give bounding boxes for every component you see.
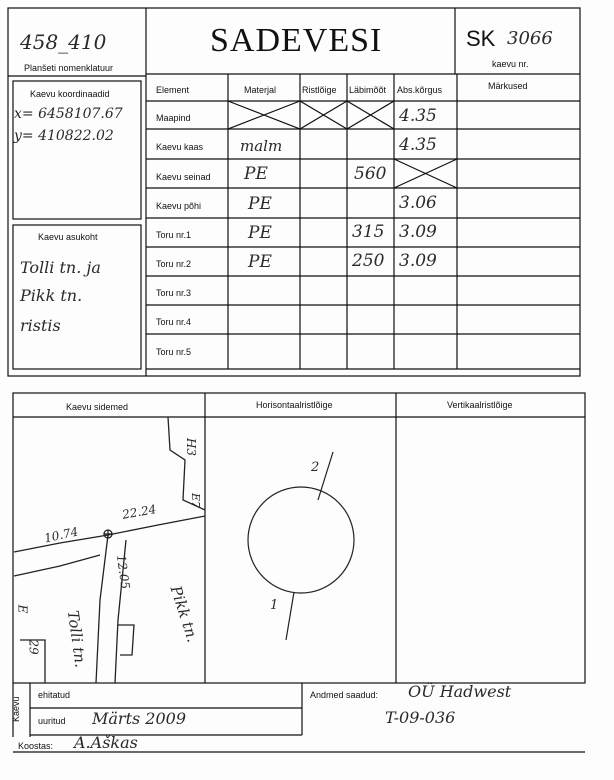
row-element: Kaevu põhi bbox=[156, 201, 202, 211]
kaevu-vertical-label: Kaevu bbox=[11, 696, 21, 722]
cell-materjal: PE bbox=[248, 252, 272, 272]
row-element: Kaevu kaas bbox=[156, 142, 204, 152]
sketch-street-tolli: Tolli tn. bbox=[63, 609, 90, 669]
koostas-value: A.Aškas bbox=[74, 733, 138, 752]
andmed-label: Andmed saadud: bbox=[310, 690, 379, 700]
cell-abs: 4.35 bbox=[399, 135, 437, 155]
cell-abs: 3.09 bbox=[399, 222, 437, 242]
sketch-dist-left: 10.74 bbox=[42, 524, 80, 546]
andmed-line-1: OÜ Hadwest bbox=[408, 682, 512, 701]
panel-horisontaal-title: Horisontaalristlõige bbox=[256, 400, 333, 410]
row-element: Maapind bbox=[156, 113, 191, 123]
sk-prefix: SK bbox=[466, 26, 496, 51]
col-element: Element bbox=[156, 85, 190, 95]
sk-label: kaevu nr. bbox=[492, 59, 529, 69]
coord-x: x= 6458107.67 bbox=[14, 106, 123, 122]
col-ristloige: Ristlõige bbox=[302, 85, 337, 95]
location-label: Kaevu asukoht bbox=[38, 232, 98, 242]
row-element: Toru nr.2 bbox=[156, 259, 192, 269]
location-line-3: ristis bbox=[20, 316, 61, 335]
sketch-dist-right: 22.24 bbox=[121, 502, 158, 522]
page-title: SADEVESI bbox=[210, 22, 383, 59]
cell-materjal: PE bbox=[248, 194, 272, 214]
col-markused: Märkused bbox=[488, 81, 528, 91]
pipe-label-2: 2 bbox=[311, 460, 320, 475]
cell-materjal: malm bbox=[240, 137, 283, 155]
location-line-1: Tolli tn. ja bbox=[20, 258, 101, 277]
pipe-label-1: 1 bbox=[270, 598, 279, 613]
col-materjal: Materjal bbox=[244, 85, 277, 95]
uuritud-value: Märts 2009 bbox=[92, 709, 187, 728]
coords-label: Kaevu koordinaadid bbox=[30, 89, 110, 99]
cell-abs: 3.06 bbox=[399, 193, 437, 213]
sk-number: 3066 bbox=[507, 28, 553, 49]
panel-sidemed-title: Kaevu sidemed bbox=[66, 402, 129, 412]
cell-materjal: PE bbox=[248, 223, 272, 243]
cell-materjal: PE bbox=[244, 164, 268, 184]
koostas-label: Koostas: bbox=[18, 741, 54, 751]
cell-labimoot: 560 bbox=[354, 164, 387, 184]
nomenclature-label: Planšeti nomenklatuur bbox=[24, 63, 114, 73]
sketch-dist-down: 12.05 bbox=[113, 554, 133, 590]
andmed-line-2: T-09-036 bbox=[385, 708, 456, 727]
cell-labimoot: 250 bbox=[352, 251, 385, 271]
row-element: Kaevu seinad bbox=[156, 172, 211, 182]
sketch-building-top: H3 bbox=[184, 437, 199, 457]
sketch-street-pikk: Pikk tn. bbox=[166, 583, 202, 645]
row-element: Toru nr.1 bbox=[156, 230, 192, 240]
sketch-building-left: E bbox=[15, 604, 30, 614]
location-sketch bbox=[14, 417, 205, 683]
nomenclature-value: 458_410 bbox=[20, 30, 107, 54]
sketch-building-left-num: 29 bbox=[26, 639, 41, 655]
sketch-building-mid: E7 bbox=[189, 492, 203, 509]
ehitatud-label: ehitatud bbox=[38, 690, 71, 700]
cell-labimoot: 315 bbox=[352, 222, 385, 242]
cell-abs: 3.09 bbox=[399, 251, 437, 271]
row-element: Toru nr.5 bbox=[156, 347, 192, 357]
location-line-2: Pikk tn. bbox=[20, 286, 83, 305]
cell-abs: 4.35 bbox=[399, 106, 437, 126]
coord-y: y= 410822.02 bbox=[14, 128, 114, 144]
col-labimoot: Läbimõõt bbox=[349, 85, 387, 95]
panel-vertikaal-title: Vertikaalristlõige bbox=[447, 400, 513, 410]
row-element: Toru nr.4 bbox=[156, 317, 192, 327]
uuritud-label: uuritud bbox=[38, 716, 66, 726]
cross-section-drawing bbox=[248, 452, 354, 640]
row-element: Toru nr.3 bbox=[156, 288, 192, 298]
col-abs: Abs.kõrgus bbox=[397, 85, 443, 95]
